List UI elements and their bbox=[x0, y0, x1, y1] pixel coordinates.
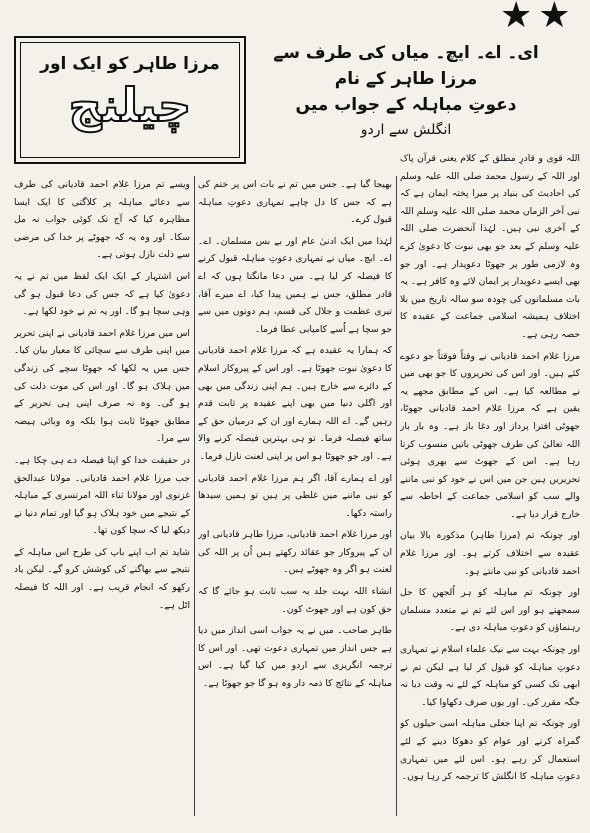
article-headline bbox=[256, 40, 556, 142]
paragraph: اس اشتہار کے ایک ایک لفظ میں تم نے یہ دعویٰ کیا ہے کہ جس کی دعا قبول ہو گی وہی سچا ہو گا۔ اور یہ تم نے خود لکھا ہے۔ bbox=[14, 270, 190, 318]
paragraph: اور چونکہ تم (مرزا طاہر) مذکورہ بالا بیان عقیدہ سے اختلاف کرتے ہو۔ اور مرزا غلام احمد قادیانی کو نبی مانتے ہو۔ bbox=[400, 530, 580, 577]
article-column-middle bbox=[198, 176, 392, 828]
paragraph: اور چونکہ تم مباہلہ کو ہر اُلجھن کا حل سمجھتے ہو اور اس لئے تم نے متعدد مسلمان رہنماؤں کو دعوتِ مباہلہ دی ہے۔ bbox=[400, 587, 580, 634]
paragraph: اس میں مرزا غلام احمد قادیانی نے اپنی تحریر میں اپنی طرف سے سچائی کا معیار بیان کیا۔ جس میں یہ لکھا کہ جھوٹا سچے کی زندگی میں ہلاک ہو گا۔ اور اس کی موت ذلت کی ہو گی۔ وہ نہ صرف اپنی ہی تحریر کے مطابق جھوٹا ثابت ہوا بلکہ وہ وبائی ہیضہ سے مرا۔ bbox=[14, 327, 190, 445]
column-divider bbox=[396, 176, 397, 816]
paragraph: اور چونکہ تم اپنا جعلی مباہلہ اسی حیلوں کو گمراہ کرنے اور عوام کو دھوکا دینے کے لئے استعمال کر رہے ہو۔ اس لئے میں تمہاری دعوتِ مباہلہ کا انگلش کا ترجمہ کر رہا ہوں۔ bbox=[400, 718, 580, 783]
decorative-stars bbox=[500, 0, 590, 36]
paragraph: شاید تم اب اپنے باپ کی طرح اس مباہلہ کے نتیجے سے بھاگنے کی کوشش کرو گے۔ لیکن یاد رکھو کہ انجام قریب ہے۔ اور اللہ کا فیصلہ اٹل ہے۔ bbox=[14, 546, 190, 611]
paragraph: اور مرزا غلام احمد قادیانی، مرزا طاہر قادیانی اور ان کے پیروکار جو عقائد رکھتے ہیں اُن پر اللہ کی لعنت ہو اگر وہ جھوٹے ہیں۔ bbox=[198, 529, 392, 576]
paragraph: ویسے تم مرزا غلام احمد قادیانی کی طرف سے دعائے مباہلہ پر کلاگتی کا ایک ایسا مظاہرہ کیا کہ آج تک کوئی جواب نہ مل سکا۔ اور وہ یہ کہ جھوٹے پر خدا کی مرضی سے ذلت نازل ہوتی ہے۔ bbox=[14, 179, 190, 261]
paragraph: کہ ہمارا یہ عقیدہ ہے کہ مرزا غلام احمد قادیانی کا دعویٰ نبوت جھوٹا ہے۔ اور اس کے پیروکار اسلام کے دائرے سے خارج ہیں۔ ہم اپنی زندگی میں بھی اور اگلی دنیا میں بھی اپنے عقیدہ پر ثابت قدم رہیں گے۔ اے اللہ ہمارے اور ان کے درمیان حق کے ساتھ فیصلہ فرما۔ تو ہی بہترین فیصلہ کرنے والا ہے۔ اور جو جھوٹا ہو اس پر اپنی لعنت نازل فرما۔ bbox=[198, 345, 392, 462]
headline-line-2: دعوتِ مباہلہ کے جواب میں bbox=[295, 95, 517, 115]
paragraph: انشاء اللہ بہت جلد یہ سب ثابت ہو جائے گا کہ حق کون ہے اور جھوٹ کون۔ bbox=[198, 586, 392, 615]
star-icon: ★ bbox=[538, 0, 571, 36]
star-icon: ★ bbox=[500, 0, 533, 36]
paragraph: مرزا غلام احمد قادیانی نے وقتاً فوقتاً جو دعوے کئے ہیں۔ اور اس کی تحریروں کا جو بھی میں نے مطالعہ کیا ہے۔ اس کے مطابق مجھے یہ یقین ہے کہ مرزا غلام احمد قادیانی جھوٹا، جھوٹی افترا پرداز اور دغا باز ہے۔ وہ بار بار اللہ تعالیٰ کی طرف جھوٹی باتیں منسوب کرتا رہا ہے۔ اس کے جھوٹ سے بھری ہوئی تحریریں ہیں جن میں اس نے خود کو نبی ماننے والے سب کو اسلامی جماعت کے احاطہ سے خارج قرار دیا ہے۔ bbox=[400, 350, 580, 520]
paragraph: اور اے ہمارے آقا، اگر ہم مرزا غلام احمد قادیانی کو نبی ماننے میں غلطی پر ہیں تو ہمیں سیدھا راستہ دکھا۔ bbox=[198, 472, 392, 519]
paragraph: طاہر صاحب۔ میں نے یہ جواب اسی انداز میں دیا ہے جس انداز میں تمہاری دعوت تھی۔ اور اس کا ترجمہ انگریزی سے اردو میں کیا گیا ہے۔ اس مباہلہ کے نتائج کا ذمہ دار وہ ہو گا جو جھوٹا ہے۔ bbox=[198, 625, 392, 690]
challenge-subtitle: مرزا طاہر کو ایک اور bbox=[40, 54, 220, 74]
paragraph: در حقیقت خدا کو اپنا فیصلہ دے ہی چکا ہے۔ جب مرزا غلام احمد قادیانی۔ مولانا عبدالحق غزنوی اور مولانا ثناء اللہ امرتسری کے مباہلہ کے نتیجے میں خود ہلاک ہو گیا اور تمام دنیا نے دیکھ لیا کہ سچا کون تھا۔ bbox=[14, 454, 190, 537]
paragraph: لہٰذا میں ایک ادنیٰ عام اور بے بس مسلمان۔ اے۔ اے۔ ایچ۔ میاں نے تمہاری دعوتِ مباہلہ قبول کرنے کا فیصلہ کر لیا ہے۔ میں دعا مانگتا ہوں کہ اے قادر مطلق، جس نے ہمیں پیدا کیا، اے میرے آقا، تیری عظمت و جلال کی قسم، ہم دونوں میں سے جو سچا ہے اُسے کامیابی عطا فرما۔ bbox=[198, 235, 392, 335]
paragraph: اور چونکہ بہت سے نیک علماء اسلام نے تمہاری دعوتِ مباہلہ کو قبول کر لیا ہے لیکن تم نے ابھی تک کسی کو مباہلہ کے لئے نہ وقت دیا نہ جگہ مقرر کی۔ اور یوں صرف دکھاوا کیا۔ bbox=[400, 644, 580, 708]
paragraph: اللہ قوی و قادرِ مطلق کے کلام یعنی قرآن پاک اور اللہ کے رسول محمد صلی اللہ علیہ وسلم کی احادیث کی بنیاد پر میرا پختہ ایمان ہے کہ نبی آخر الزماں محمد صلی اللہ علیہ وسلم اللہ کے آخری نبی ہیں۔ لہٰذا آنحضرت صلی اللہ علیہ وسلم کے بعد جو بھی نبوت کا دعویٰ کرے وہ لازمی طور پر جھوٹا دعویدار ہے۔ اور جو بھی ایسے دعویدار پر ایمان لائے وہ کافر ہے۔ یہ بات مسلمانوں کی چودہ سو سالہ تاریخ میں بلا اختلاف ہمیشہ اسلامی جماعت کے عقیدہ کا حصہ رہی ہے۔ bbox=[400, 153, 580, 340]
article-column-right bbox=[400, 150, 580, 830]
article-column-left bbox=[14, 176, 190, 828]
challenge-title-box-inner bbox=[20, 42, 240, 158]
headline-line-1: ای۔ اے۔ ایچ۔ میاں کی طرف سے مرزا طاہر کے نام bbox=[273, 43, 539, 89]
paragraph: بھیجا گیا ہے۔ جس میں تم نے بات اس پر ختم کی ہے کہ جس کا دل چاہے تمہاری دعوتِ مباہلہ قبول کرے۔ bbox=[198, 179, 392, 226]
headline-line-3: انگلش سے اردو bbox=[360, 122, 452, 138]
column-divider bbox=[194, 176, 195, 816]
challenge-title: چیلنج bbox=[68, 78, 192, 132]
challenge-title-box bbox=[14, 36, 246, 164]
